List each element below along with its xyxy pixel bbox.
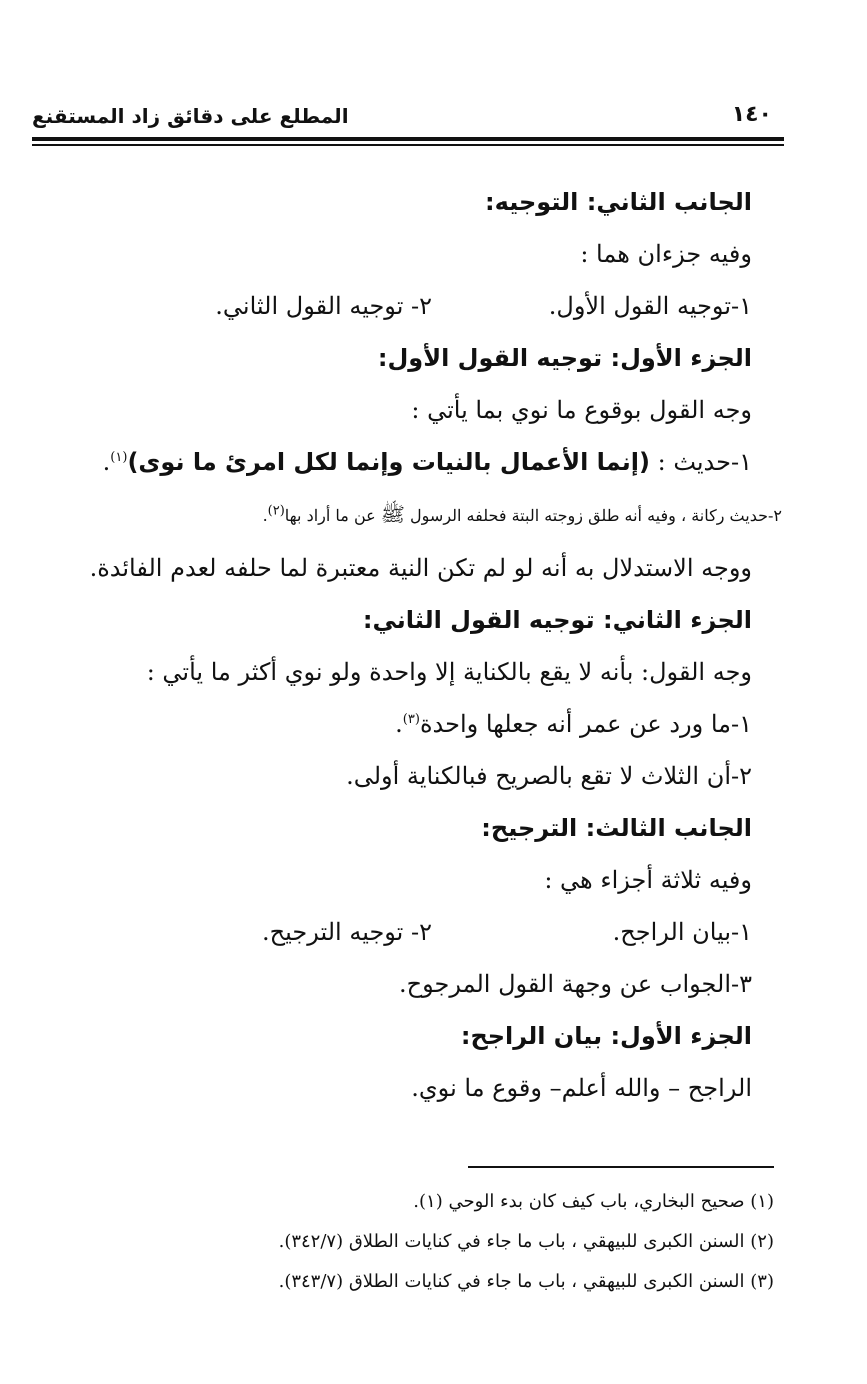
list-item (30, 488, 782, 542)
paragraph: وجه القول: بأنه لا يقع بالكناية إلا واحدة ولو نوي أكثر ما يأتي : (146, 658, 752, 686)
header-rule-thin (32, 144, 784, 146)
footnote: (٣) السنن الكبرى للبيهقي ، باب ما جاء في كنايات الطلاق (٣٤٣/٧). (278, 1271, 774, 1292)
hadith-quote: (إنما الأعمال بالنيات وإنما لكل امرئ ما نوى) (127, 448, 650, 476)
main-text (30, 176, 782, 1114)
footnote-ref[interactable]: (٣) (402, 712, 420, 727)
list-item (30, 436, 752, 488)
list-item-prefix: ١-حديث : (649, 448, 752, 476)
punctuation: . (395, 710, 403, 738)
list-item: ٢- توجيه الترجيح. (262, 918, 432, 946)
paragraph: ووجه الاستدلال به أنه لو لم تكن النية معتبرة لما حلفه لعدم الفائدة. (89, 554, 752, 582)
footnote: (١) صحيح البخاري، باب كيف كان بدء الوحي (١). (413, 1191, 774, 1212)
list-pair (30, 906, 752, 958)
list-pair (30, 280, 752, 332)
subsection-heading: الجزء الثاني: توجيه القول الثاني: (362, 606, 752, 634)
list-item-text: عن ما أراد بها (284, 506, 381, 525)
book-title: المطلع على دقائق زاد المستقنع (32, 104, 349, 128)
subsection-heading: الجزء الأول: بيان الراجح: (460, 1022, 752, 1050)
section-heading: الجانب الثالث: الترجيح: (481, 814, 752, 842)
list-item-text: ٢-حديث ركانة ، وفيه أنه طلق زوجته البتة فحلفه الرسول (404, 506, 782, 525)
list-item: ٣-الجواب عن وجهة القول المرجوح. (398, 970, 752, 998)
footnote-ref[interactable]: (٢) (267, 503, 285, 519)
subsection-heading: الجزء الأول: توجيه القول الأول: (377, 344, 752, 372)
footnote-ref[interactable]: (١) (110, 450, 128, 465)
punctuation: . (102, 448, 111, 476)
list-item: ١-بيان الراجح. (612, 918, 752, 946)
punctuation: . (262, 506, 268, 525)
footnote: (٢) السنن الكبرى للبيهقي ، باب ما جاء في كنايات الطلاق (٣٤٢/٧). (278, 1231, 774, 1252)
page-number: ١٤٠ (731, 102, 772, 127)
paragraph: الراجح – والله أعلم– وقوع ما نوي. (411, 1074, 752, 1102)
footnotes (30, 1182, 774, 1302)
paragraph: وجه القول بوقوع ما نوي بما يأتي : (411, 396, 752, 424)
paragraph: وفيه ثلاثة أجزاء هي : (544, 866, 752, 894)
list-item-text: ١-ما ورد عن عمر أنه جعلها واحدة (419, 710, 752, 738)
honorific-glyph: ﷺ (380, 502, 405, 526)
section-heading: الجانب الثاني: التوجيه: (485, 188, 752, 216)
list-item: ١-توجيه القول الأول. (548, 292, 752, 320)
running-header (32, 100, 784, 134)
list-item (30, 698, 752, 750)
footnote-separator (468, 1166, 774, 1168)
header-rule-thick (32, 137, 784, 141)
paragraph: وفيه جزءان هما : (580, 240, 752, 268)
list-item: ٢- توجيه القول الثاني. (215, 292, 432, 320)
list-item: ٢-أن الثلاث لا تقع بالصريح فبالكناية أولى. (346, 762, 752, 790)
